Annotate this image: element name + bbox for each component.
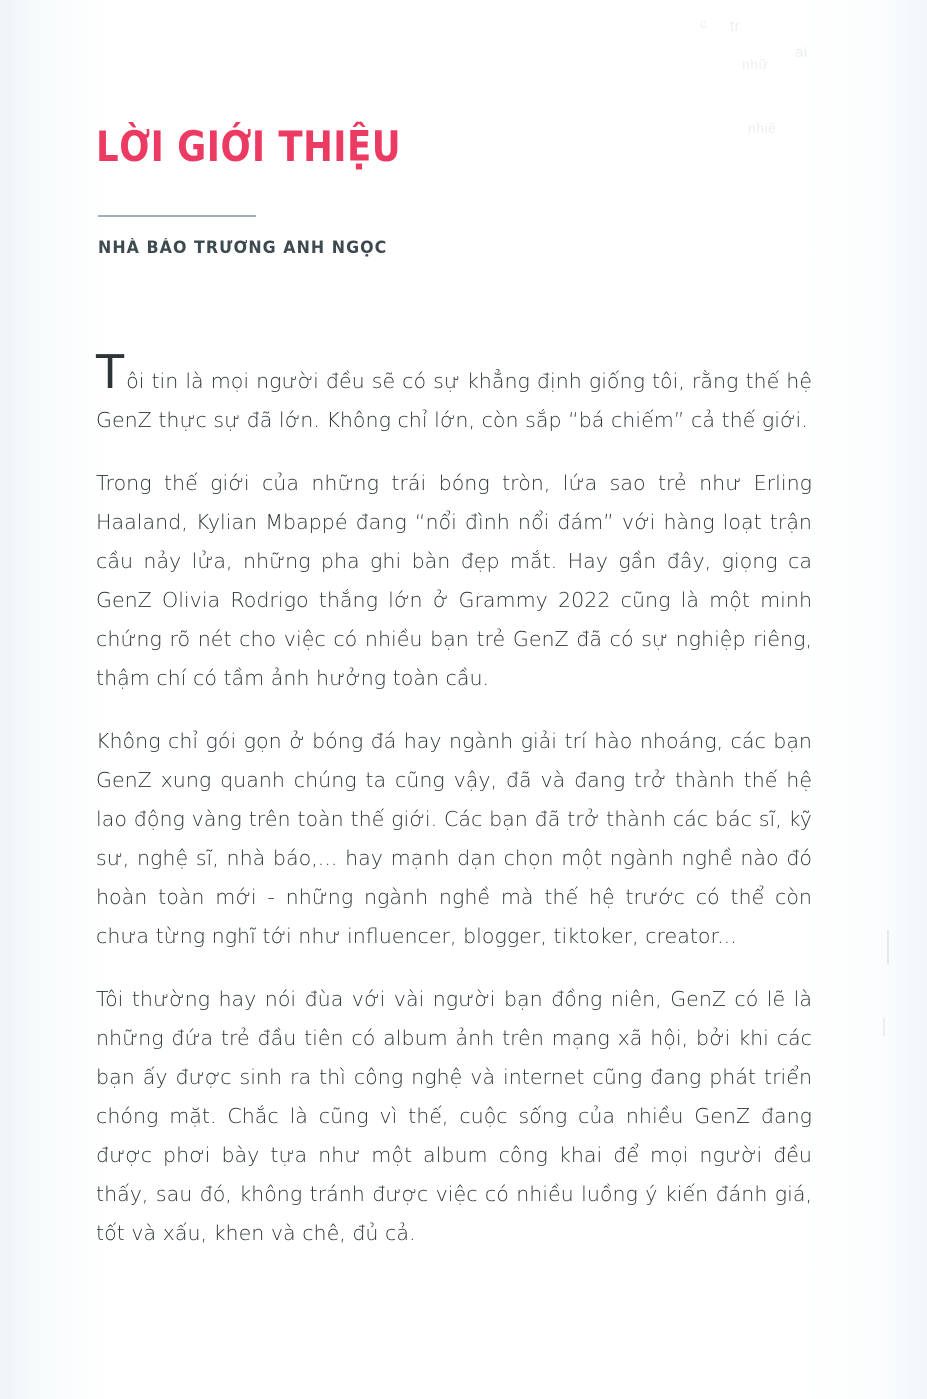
body-text (96, 345, 812, 1253)
document-content (96, 0, 814, 1399)
paragraph: Tôi tin là mọi người đều sẽ có sự khẳng định giống tôi, rằng thế hệ GenZ thực sự đã lớn. Không chỉ lớn, còn sắp “bá chiếm” cả thế giới. (96, 345, 812, 432)
author-byline: NHÀ BÁO TRƯƠNG ANH NGỌC (98, 238, 388, 257)
page-edge-mark (883, 1018, 885, 1036)
scan-ghost-text: nhiề (748, 120, 777, 136)
paragraph: Trong thế giới của những trái bóng tròn, lứa sao trẻ như Erling Haaland, Kylian Mbappé đang “nổi đình nổi đám” với hàng loạt trận cầu nảy lửa, những pha ghi bàn đẹp mắt. Hay gần đây, giọng ca GenZ Olivia Rodrigo thắng lớn ở Grammy 2022 cũng là một minh chứng rõ nét cho việc có nhiều bạn trẻ GenZ đã có sự nghiệp riêng, thậm chí có tầm ảnh hưởng toàn cầu. (96, 471, 812, 690)
scan-ghost-text: tr (730, 18, 741, 35)
paragraph: Không chỉ gói gọn ở bóng đá hay ngành giải trí hào nhoáng, các bạn GenZ xung quanh chúng ta cũng vậy, đã và đang trở thành thế hệ lao động vàng trên toàn thế giới. Các bạn đã trở thành các bác sĩ, kỹ sư, nghệ sĩ, nhà báo,... hay mạnh dạn chọn một ngành nghề nào đó hoàn toàn mới - những ngành nghề mà thế hệ trước có thể còn chưa từng nghĩ tới như influencer, blogger, tiktoker, creator... (96, 729, 812, 948)
scan-ghost-text: c (700, 16, 707, 31)
scan-ghost-text: nhữ (742, 56, 769, 72)
paragraph: Tôi thường hay nói đùa với vài người bạn đồng niên, GenZ có lẽ là những đứa trẻ đầu tiên có album ảnh trên mạng xã hội, bởi khi các bạn ấy được sinh ra thì công nghệ và internet cũng đang phát triển chóng mặt. Chắc là cũng vì thế, cuộc sống của nhiều GenZ đang được phơi bày tựa như một album công khai để mọi người đều thấy, sau đó, không tránh được việc có nhiều luồng ý kiến đánh giá, tốt và xấu, khen và chê, đủ cả. (96, 987, 812, 1245)
page-edge-mark (887, 930, 889, 964)
page-title: LỜI GIỚI THIỆU (96, 122, 402, 171)
scan-ghost-text: ai (795, 44, 808, 61)
title-divider (98, 215, 256, 217)
